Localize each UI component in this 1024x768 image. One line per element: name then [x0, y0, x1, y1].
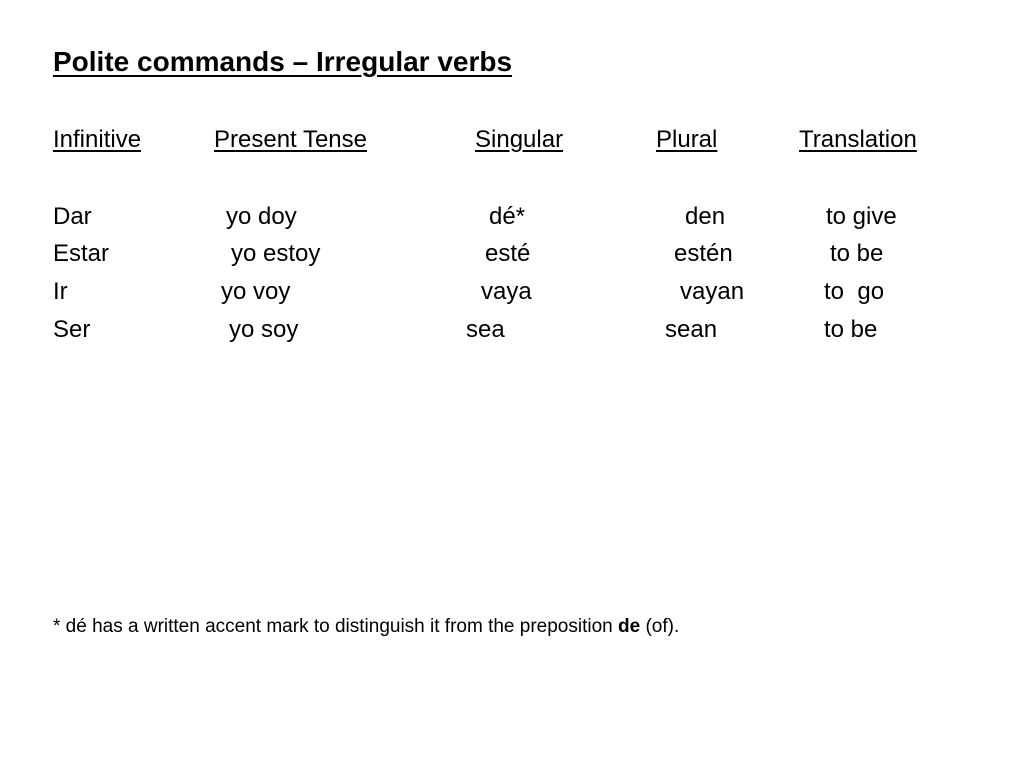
row-estar-singular: esté [485, 240, 531, 267]
row-dar-infinitive: Dar [53, 203, 92, 230]
row-estar-present: yo estoy [231, 240, 321, 267]
header-plural: Plural [656, 126, 718, 153]
row-dar-singular: dé* [489, 203, 526, 230]
footnote-text-after: (of). [640, 616, 680, 637]
footnote-text-before: * dé has a written accent mark to distinguish it from the preposition [53, 616, 618, 637]
footnote-bold-word: de [618, 616, 641, 637]
row-ir-infinitive: Ir [53, 278, 68, 305]
row-estar-plural: estén [674, 240, 733, 267]
row-ser-infinitive: Ser [53, 316, 91, 343]
row-estar-translation: to be [830, 240, 884, 267]
row-ser-translation: to be [824, 316, 878, 343]
row-ir-singular: vaya [481, 278, 532, 305]
footnote [53, 612, 679, 642]
row-dar-present: yo doy [226, 203, 297, 230]
header-singular: Singular [475, 126, 564, 153]
header-infinitive: Infinitive [53, 126, 142, 153]
row-dar-translation: to give [826, 203, 897, 230]
row-ir-present: yo voy [221, 278, 291, 305]
row-ir-translation: to go [824, 278, 885, 305]
row-estar-infinitive: Estar [53, 240, 110, 267]
header-translation: Translation [799, 126, 917, 153]
row-ser-plural: sean [665, 316, 718, 343]
row-ser-singular: sea [466, 316, 505, 343]
row-ser-present: yo soy [229, 316, 299, 343]
row-dar-plural: den [685, 203, 726, 230]
row-ir-plural: vayan [680, 278, 745, 305]
header-present-tense: Present Tense [214, 126, 367, 153]
slide-title: Polite commands – Irregular verbs [53, 46, 513, 77]
